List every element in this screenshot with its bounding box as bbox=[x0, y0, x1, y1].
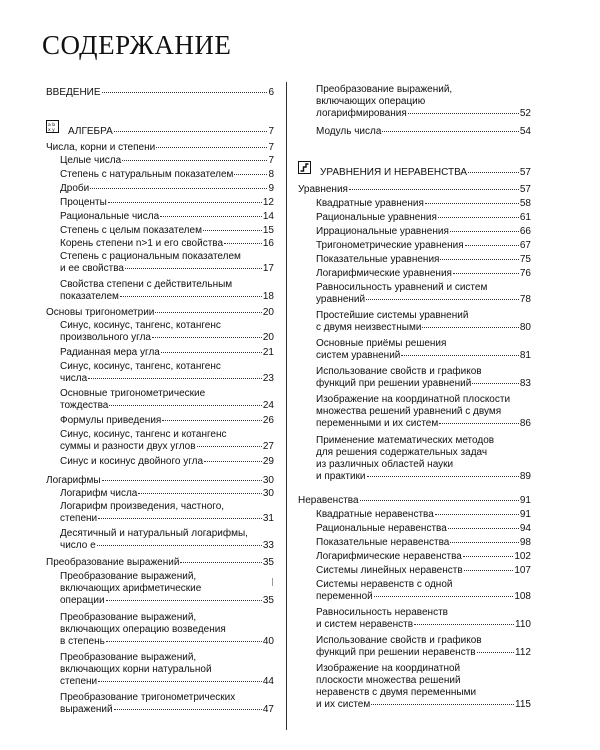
toc-page-number: 54 bbox=[519, 126, 531, 137]
toc-entry-label: Степень с рациональным показателем bbox=[60, 251, 241, 262]
toc-entry-label: Преобразование тригонометрических bbox=[60, 692, 236, 703]
toc-entry-label: включающих арифметические bbox=[60, 583, 202, 594]
dot-leader bbox=[401, 355, 519, 356]
toc-entry[interactable] bbox=[298, 338, 531, 362]
toc-entry-label: Логарифмические неравенства bbox=[316, 551, 462, 562]
toc-entry-label: Преобразование выражений, bbox=[60, 652, 197, 663]
toc-entry[interactable] bbox=[46, 225, 274, 237]
toc-entry[interactable] bbox=[46, 320, 274, 344]
dot-leader bbox=[450, 542, 519, 543]
toc-entry-label: включающих операцию возведения bbox=[60, 624, 226, 635]
dot-leader bbox=[463, 556, 513, 557]
column-divider bbox=[286, 82, 287, 730]
toc-entry-label: Системы неравенств с одной bbox=[316, 579, 453, 590]
toc-entry[interactable] bbox=[46, 528, 274, 552]
toc-page-number: 8 bbox=[268, 169, 274, 180]
toc-entry-label: переменной bbox=[316, 591, 373, 602]
toc-entry[interactable] bbox=[298, 226, 531, 238]
toc-entry-label: Равносильность неравенств bbox=[316, 607, 448, 618]
dot-leader bbox=[161, 352, 262, 353]
toc-entry-label: УРАВНЕНИЯ И НЕРАВЕНСТВА bbox=[320, 167, 468, 178]
toc-page-number: 81 bbox=[519, 350, 531, 361]
toc-entry[interactable] bbox=[298, 268, 531, 280]
toc-entry[interactable] bbox=[46, 501, 274, 525]
toc-page-number: 7 bbox=[268, 155, 274, 166]
page-title: СОДЕРЖАНИЕ bbox=[42, 30, 232, 60]
toc-entry[interactable] bbox=[46, 415, 274, 427]
toc-entry-label: тождества bbox=[60, 400, 109, 411]
toc-entry[interactable] bbox=[46, 388, 274, 412]
toc-entry-label: Изображение на координатной плоскости bbox=[316, 394, 511, 405]
toc-entry-label: включающих операцию bbox=[316, 96, 426, 107]
toc-entry-label: Квадратные неравенства bbox=[316, 509, 434, 520]
toc-page-number: 98 bbox=[519, 537, 531, 548]
toc-entry[interactable] bbox=[46, 692, 274, 716]
toc-page-number: 30 bbox=[262, 475, 274, 486]
toc-page-number: 23 bbox=[262, 373, 274, 384]
toc-entry-label: степени bbox=[60, 513, 98, 524]
toc-entry[interactable] bbox=[46, 87, 274, 99]
toc-page-number: 108 bbox=[514, 591, 531, 602]
dot-leader bbox=[382, 131, 518, 132]
toc-entry[interactable] bbox=[298, 523, 531, 535]
toc-page-number: 18 bbox=[262, 291, 274, 302]
algebra-icon bbox=[46, 120, 59, 133]
toc-entry-label: Десятичный и натуральный логарифмы, bbox=[60, 528, 248, 539]
toc-page-number: 52 bbox=[519, 108, 531, 119]
toc-entry-label: множества решений уравнений с двумя bbox=[316, 406, 502, 417]
toc-page-number: 6 bbox=[268, 87, 274, 98]
toc-entry[interactable] bbox=[298, 635, 531, 659]
toc-entry[interactable] bbox=[46, 456, 274, 468]
toc-entry-label: Синус, косинус, тангенс и котангенс bbox=[60, 429, 227, 440]
dot-leader bbox=[374, 596, 514, 597]
toc-entry-label: Рациональные уравнения bbox=[316, 212, 437, 223]
toc-entry[interactable] bbox=[46, 488, 274, 500]
toc-entry[interactable] bbox=[46, 571, 274, 607]
dot-leader bbox=[468, 172, 519, 173]
toc-page-number: 15 bbox=[262, 225, 274, 236]
dot-leader bbox=[90, 188, 267, 189]
dot-leader bbox=[450, 231, 519, 232]
toc-entry-label: и ее свойства bbox=[60, 263, 124, 274]
toc-page-number: 29 bbox=[262, 456, 274, 467]
toc-entry[interactable] bbox=[46, 183, 274, 195]
toc-page-number: 61 bbox=[519, 212, 531, 223]
toc-entry[interactable] bbox=[46, 557, 274, 569]
toc-page-number: 58 bbox=[519, 198, 531, 209]
toc-entry-label: включающих корни натуральной bbox=[60, 664, 212, 675]
toc-entry-label: Рациональные числа bbox=[60, 211, 160, 222]
toc-entry[interactable] bbox=[46, 142, 274, 154]
toc-entry-label: Преобразование выражений, bbox=[60, 612, 197, 623]
toc-page-number: 102 bbox=[514, 551, 531, 562]
dot-leader bbox=[138, 493, 262, 494]
dot-leader bbox=[371, 704, 514, 705]
toc-entry[interactable] bbox=[46, 251, 274, 275]
toc-entry[interactable] bbox=[298, 565, 531, 577]
toc-entry[interactable] bbox=[298, 435, 531, 483]
toc-entry-label: Логарифмы bbox=[46, 475, 101, 486]
toc-entry[interactable] bbox=[298, 366, 531, 390]
toc-entry-label: Основные тригонометрические bbox=[60, 388, 206, 399]
toc-entry-label: Изображение на координатной bbox=[316, 663, 461, 674]
dot-leader bbox=[122, 160, 267, 161]
svg-text:x y: x y bbox=[48, 128, 55, 132]
toc-entry-label: в степень bbox=[60, 636, 105, 647]
dot-leader bbox=[106, 600, 262, 601]
toc-page-number: 83 bbox=[519, 378, 531, 389]
toc-entry[interactable] bbox=[46, 197, 274, 209]
toc-page-number: 66 bbox=[519, 226, 531, 237]
toc-entry-label: показателем bbox=[60, 291, 119, 302]
toc-page-number: 80 bbox=[519, 322, 531, 333]
toc-entry-label: Дроби bbox=[60, 183, 90, 194]
toc-entry-label: Синус, косинус, тангенс, котангенс bbox=[60, 320, 221, 331]
toc-entry[interactable] bbox=[298, 84, 531, 120]
toc-page-number: 17 bbox=[262, 263, 274, 274]
toc-entry-label: операции bbox=[60, 595, 105, 606]
dot-leader bbox=[422, 327, 518, 328]
toc-entry-label: Корень степени n>1 и его свойства bbox=[60, 238, 224, 249]
toc-entry[interactable] bbox=[298, 509, 531, 521]
dot-leader bbox=[180, 562, 261, 563]
dot-leader bbox=[114, 131, 268, 132]
toc-entry[interactable] bbox=[298, 162, 531, 179]
dot-leader bbox=[114, 709, 262, 710]
toc-entry[interactable] bbox=[298, 607, 531, 631]
toc-entry[interactable] bbox=[298, 495, 531, 507]
dot-leader bbox=[425, 203, 519, 204]
toc-entry[interactable] bbox=[46, 169, 274, 181]
toc-entry[interactable] bbox=[46, 475, 274, 487]
dot-leader bbox=[203, 230, 262, 231]
toc-entry[interactable] bbox=[46, 361, 274, 385]
toc-page-number: 57 bbox=[519, 184, 531, 195]
dot-leader bbox=[97, 545, 262, 546]
toc-page-number: 112 bbox=[515, 647, 531, 658]
toc-entry-label: Степень с целым показателем bbox=[60, 225, 202, 236]
dot-leader bbox=[408, 113, 519, 114]
toc-entry[interactable] bbox=[298, 240, 531, 252]
toc-entry-label: Синус и косинус двойного угла bbox=[60, 456, 204, 467]
toc-entry-label: Показательные уравнения bbox=[316, 254, 440, 265]
toc-entry-label: ВВЕДЕНИЕ bbox=[46, 87, 101, 98]
toc-entry[interactable] bbox=[298, 663, 531, 711]
dot-leader bbox=[98, 518, 262, 519]
toc-page-number: 35 bbox=[262, 557, 274, 568]
toc-page-number: 35 bbox=[262, 595, 274, 606]
toc-entry[interactable] bbox=[298, 126, 531, 138]
svg-text:a b: a b bbox=[48, 123, 56, 128]
toc-entry[interactable] bbox=[298, 537, 531, 549]
toc-entry[interactable] bbox=[46, 155, 274, 167]
toc-entry[interactable] bbox=[46, 238, 274, 250]
toc-page-number: 115 bbox=[515, 699, 531, 710]
toc-entry-label: Формулы приведения bbox=[60, 415, 162, 426]
toc-entry[interactable] bbox=[298, 551, 531, 563]
toc-entry-label: Логарифм произведения, частного, bbox=[60, 501, 225, 512]
toc-entry-label: Преобразование выражений, bbox=[60, 571, 197, 582]
toc-entry-label: систем уравнений bbox=[316, 350, 401, 361]
toc-page-number: 94 bbox=[519, 523, 531, 534]
toc-page-number: 76 bbox=[519, 268, 531, 279]
toc-entry-label: Неравенства bbox=[298, 495, 359, 506]
dot-leader bbox=[155, 312, 262, 313]
toc-page-number: 20 bbox=[262, 307, 274, 318]
toc-entry[interactable] bbox=[46, 429, 274, 453]
dot-leader bbox=[108, 202, 262, 203]
toc-entry-label: Модуль числа bbox=[316, 126, 382, 137]
dot-leader bbox=[88, 378, 262, 379]
toc-page-number: 33 bbox=[262, 540, 274, 551]
dot-leader bbox=[156, 147, 267, 148]
toc-entry[interactable] bbox=[46, 347, 274, 359]
dot-leader bbox=[106, 641, 262, 642]
toc-page-number: 27 bbox=[262, 441, 274, 452]
toc-page-number: 110 bbox=[515, 619, 531, 630]
dot-leader bbox=[125, 268, 262, 269]
dot-leader bbox=[360, 500, 519, 501]
toc-entry[interactable] bbox=[298, 254, 531, 266]
toc-page-number: 24 bbox=[262, 400, 274, 411]
toc-entry-label: и их систем bbox=[316, 699, 371, 710]
toc-entry-label: Синус, косинус, тангенс, котангенс bbox=[60, 361, 221, 372]
dot-leader bbox=[465, 245, 519, 246]
toc-entry-label: Уравнения bbox=[298, 184, 348, 195]
dot-leader bbox=[120, 296, 262, 297]
toc-entry-label: Равносильность уравнений и систем bbox=[316, 282, 488, 293]
toc-page-number: 44 bbox=[262, 676, 274, 687]
dot-leader bbox=[109, 405, 262, 406]
toc-page-number: 30 bbox=[262, 488, 274, 499]
dot-leader bbox=[102, 92, 268, 93]
toc-page-number: 40 bbox=[262, 636, 274, 647]
toc-entry-label: Свойства степени с действительным bbox=[60, 279, 233, 290]
toc-entry-label: с двумя неизвестными bbox=[316, 322, 422, 333]
toc-entry-label: число e bbox=[60, 540, 96, 551]
toc-entry[interactable] bbox=[298, 310, 531, 334]
toc-entry[interactable] bbox=[298, 198, 531, 210]
toc-entry-label: АЛГЕБРА bbox=[68, 126, 113, 137]
dot-leader bbox=[152, 337, 262, 338]
toc-entry[interactable] bbox=[298, 282, 531, 306]
dot-leader bbox=[414, 624, 514, 625]
toc-entry-label: степени bbox=[60, 676, 98, 687]
toc-page-number: 47 bbox=[262, 704, 274, 715]
toc-entry-label: Применение математических методов bbox=[316, 435, 495, 446]
toc-entry-label: Логарифм числа bbox=[60, 488, 138, 499]
dot-leader bbox=[472, 383, 519, 384]
toc-entry-label: Преобразование выражений bbox=[46, 557, 180, 568]
toc-page-number: 12 bbox=[262, 197, 274, 208]
toc-page-number: 89 bbox=[519, 471, 531, 482]
dot-leader bbox=[366, 299, 519, 300]
toc-page-number: 57 bbox=[519, 167, 531, 178]
dot-leader bbox=[477, 652, 514, 653]
equations-icon bbox=[298, 161, 311, 174]
toc-entry-label: Использование свойств и графиков bbox=[316, 366, 482, 377]
dot-leader bbox=[438, 217, 519, 218]
dot-leader bbox=[224, 243, 262, 244]
toc-page-number: 7 bbox=[268, 142, 274, 153]
toc-entry[interactable] bbox=[46, 121, 274, 138]
toc-page-number: 86 bbox=[519, 418, 531, 429]
dot-leader bbox=[162, 420, 262, 421]
dot-leader bbox=[204, 461, 262, 462]
toc-entry-label: Целые числа bbox=[60, 155, 122, 166]
toc-entry-label: числа bbox=[60, 373, 88, 384]
toc-entry[interactable] bbox=[46, 211, 274, 223]
toc-entry-label: произвольного угла bbox=[60, 332, 151, 343]
toc-entry-label: переменными и их систем bbox=[316, 418, 439, 429]
toc-entry-label: Системы линейных неравенств bbox=[316, 565, 463, 576]
toc-entry-label: Иррациональные уравнения bbox=[316, 226, 449, 237]
toc-entry[interactable] bbox=[46, 279, 274, 303]
dot-leader bbox=[367, 476, 519, 477]
toc-entry-label: выражений bbox=[60, 704, 113, 715]
toc-entry-label: логарифмирования bbox=[316, 108, 407, 119]
dot-leader bbox=[234, 174, 267, 175]
toc-page-number: 14 bbox=[262, 211, 274, 222]
toc-entry[interactable] bbox=[298, 579, 531, 603]
toc-entry-label: для решения содержательных задач bbox=[316, 447, 488, 458]
dot-leader bbox=[439, 423, 519, 424]
toc-entry-label: неравенств с двумя переменными bbox=[316, 687, 477, 698]
dot-leader bbox=[440, 259, 518, 260]
toc-page-number: 16 bbox=[262, 238, 274, 249]
toc-entry-label: Квадратные уравнения bbox=[316, 198, 424, 209]
toc-entry-label: Числа, корни и степени bbox=[46, 142, 156, 153]
toc-entry-label: Простейшие системы уравнений bbox=[316, 310, 469, 321]
toc-entry-label: Тригонометрические уравнения bbox=[316, 240, 464, 251]
toc-entry[interactable] bbox=[298, 394, 531, 430]
toc-entry-label: функций при решении неравенств bbox=[316, 647, 476, 658]
toc-entry-label: Степень с натуральным показателем bbox=[60, 169, 234, 180]
toc-entry[interactable] bbox=[46, 307, 274, 319]
toc-entry-label: Рациональные неравенства bbox=[316, 523, 447, 534]
dot-leader bbox=[464, 570, 514, 571]
toc-entry-label: Логарифмические уравнения bbox=[316, 268, 452, 279]
toc-page-number: 9 bbox=[268, 183, 274, 194]
toc-entry-label: и систем неравенств bbox=[316, 619, 414, 630]
toc-page-number: 7 bbox=[268, 126, 274, 137]
toc-entry-label: и практики bbox=[316, 471, 366, 482]
toc-entry-label: Использование свойств и графиков bbox=[316, 635, 482, 646]
toc-page-number: 78 bbox=[519, 294, 531, 305]
dot-leader bbox=[102, 480, 262, 481]
toc-entry-label: Преобразование выражений, bbox=[316, 84, 453, 95]
toc-entry[interactable] bbox=[46, 652, 274, 688]
toc-entry-label: Основы тригонометрии bbox=[46, 307, 155, 318]
dot-leader bbox=[435, 514, 519, 515]
dot-leader bbox=[448, 528, 519, 529]
toc-entry-label: суммы и разности двух углов bbox=[60, 441, 196, 452]
toc-entry-label: Основные приёмы решения bbox=[316, 338, 447, 349]
toc-entry-label: Показательные неравенства bbox=[316, 537, 450, 548]
toc-entry-label: плоскости множества решений bbox=[316, 675, 461, 686]
toc-entry-label: функций при решении уравнений bbox=[316, 378, 472, 389]
toc-entry-label: из различных областей науки bbox=[316, 459, 454, 470]
dot-leader bbox=[98, 681, 262, 682]
toc-entry[interactable] bbox=[46, 612, 274, 648]
toc-entry-label: уравнений bbox=[316, 294, 366, 305]
toc-entry[interactable] bbox=[298, 184, 531, 196]
toc-page-number: 20 bbox=[262, 332, 274, 343]
toc-page-number: 26 bbox=[262, 415, 274, 426]
dot-leader bbox=[453, 273, 519, 274]
toc-entry-label: Проценты bbox=[60, 197, 107, 208]
toc-page-number: 67 bbox=[519, 240, 531, 251]
toc-page-number: 91 bbox=[519, 509, 531, 520]
toc-page-number: 21 bbox=[262, 347, 274, 358]
dot-leader bbox=[197, 446, 262, 447]
toc-page-number: 31 bbox=[262, 513, 274, 524]
toc-entry-label: Радианная мера угла bbox=[60, 347, 160, 358]
toc-page-number: 91 bbox=[519, 495, 531, 506]
toc-page-number: 75 bbox=[519, 254, 531, 265]
dot-leader bbox=[160, 216, 262, 217]
toc-entry[interactable] bbox=[298, 212, 531, 224]
dot-leader bbox=[349, 189, 519, 190]
toc-page-number: 107 bbox=[514, 565, 531, 576]
